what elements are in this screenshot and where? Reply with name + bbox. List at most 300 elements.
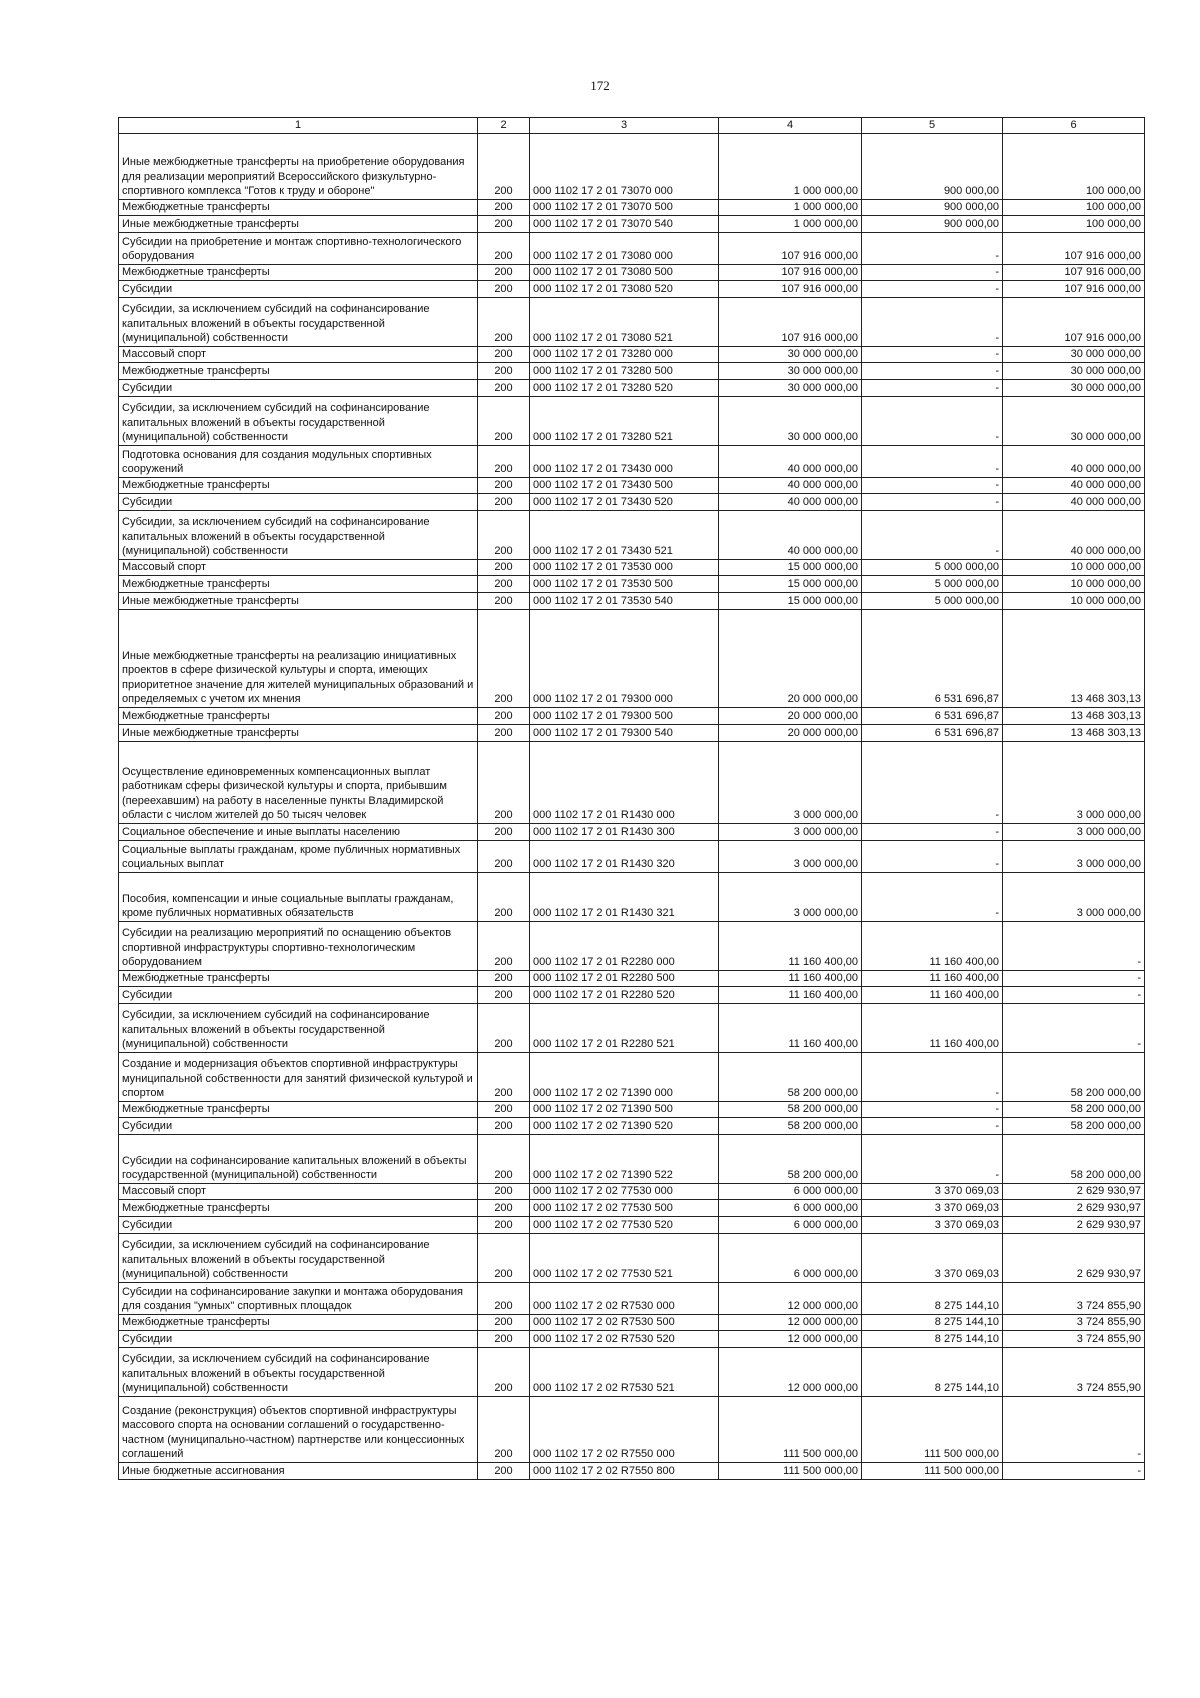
executed-amount-cell: 11 160 400,00 <box>862 922 1003 971</box>
executed-amount-cell: 6 531 696,87 <box>862 610 1003 708</box>
row-name-cell: Субсидии <box>119 1118 478 1135</box>
approved-amount-cell: 12 000 000,00 <box>719 1348 862 1397</box>
approved-amount-cell: 11 160 400,00 <box>719 1004 862 1053</box>
row-name-cell: Межбюджетные трансферты <box>119 971 478 987</box>
remaining-amount-cell: 3 000 000,00 <box>1003 873 1145 922</box>
table-row <box>119 298 1145 347</box>
remaining-amount-cell: 10 000 000,00 <box>1003 593 1145 610</box>
executed-amount-cell: - <box>862 1053 1003 1102</box>
row-name-cell: Субсидии <box>119 1217 478 1234</box>
budget-code-cell: 000 1102 17 2 01 73430 520 <box>530 494 719 511</box>
table-row <box>119 708 1145 725</box>
approved-amount-cell: 6 000 000,00 <box>719 1200 862 1217</box>
remaining-amount-cell: 40 000 000,00 <box>1003 478 1145 494</box>
table-row <box>119 560 1145 576</box>
remaining-amount-cell: 2 629 930,97 <box>1003 1200 1145 1217</box>
row-name-cell: Межбюджетные трансферты <box>119 200 478 216</box>
table-row <box>119 1348 1145 1397</box>
budget-code-cell: 000 1102 17 2 01 R2280 000 <box>530 922 719 971</box>
row-name-cell: Субсидии на приобретение и монтаж спортивно-технологического оборудования <box>119 233 478 265</box>
row-name-cell: Иные межбюджетные трансферты на приобретение оборудования для реализации мероприятий Всероссийского физкультурно-спортивного комплекса "Готов к труду и обороне" <box>119 134 478 200</box>
approved-amount-cell: 30 000 000,00 <box>719 380 862 397</box>
executed-amount-cell: - <box>862 1102 1003 1118</box>
table-row <box>119 593 1145 610</box>
admin-code-cell: 200 <box>478 1184 530 1200</box>
remaining-amount-cell: 30 000 000,00 <box>1003 380 1145 397</box>
approved-amount-cell: 1 000 000,00 <box>719 216 862 233</box>
column-header: 4 <box>719 118 862 134</box>
approved-amount-cell: 6 000 000,00 <box>719 1217 862 1234</box>
executed-amount-cell: 8 275 144,10 <box>862 1331 1003 1348</box>
budget-code-cell: 000 1102 17 2 02 77530 521 <box>530 1234 719 1283</box>
remaining-amount-cell: 13 468 303,13 <box>1003 708 1145 725</box>
budget-code-cell: 000 1102 17 2 02 R7530 521 <box>530 1348 719 1397</box>
budget-code-cell: 000 1102 17 2 01 73430 500 <box>530 478 719 494</box>
admin-code-cell: 200 <box>478 478 530 494</box>
row-name-cell: Иные межбюджетные трансферты на реализацию инициативных проектов в сфере физической культуры и спорта, имеющих приоритетное значение для жителей муниципальных образований и определяемых с учетом их мнения <box>119 610 478 708</box>
executed-amount-cell: - <box>862 363 1003 380</box>
row-name-cell: Массовый спорт <box>119 560 478 576</box>
executed-amount-cell: 11 160 400,00 <box>862 1004 1003 1053</box>
row-name-cell: Создание (реконструкция) объектов спортивной инфраструктуры массового спорта на основании соглашений о государственно-частном (муниципально-частном) партнерстве или концессионных соглашений <box>119 1397 478 1463</box>
executed-amount-cell: 3 370 069,03 <box>862 1184 1003 1200</box>
executed-amount-cell: 8 275 144,10 <box>862 1283 1003 1315</box>
admin-code-cell: 200 <box>478 233 530 265</box>
budget-code-cell: 000 1102 17 2 01 73530 500 <box>530 576 719 593</box>
remaining-amount-cell: 40 000 000,00 <box>1003 494 1145 511</box>
admin-code-cell: 200 <box>478 873 530 922</box>
budget-code-cell: 000 1102 17 2 02 R7530 500 <box>530 1315 719 1331</box>
executed-amount-cell: - <box>862 233 1003 265</box>
approved-amount-cell: 107 916 000,00 <box>719 281 862 298</box>
table-row <box>119 1053 1145 1102</box>
row-name-cell: Иные бюджетные ассигнования <box>119 1463 478 1480</box>
executed-amount-cell: 6 531 696,87 <box>862 725 1003 742</box>
remaining-amount-cell: 58 200 000,00 <box>1003 1135 1145 1184</box>
budget-code-cell: 000 1102 17 2 01 79300 500 <box>530 708 719 725</box>
budget-code-cell: 000 1102 17 2 02 71390 500 <box>530 1102 719 1118</box>
remaining-amount-cell: 3 000 000,00 <box>1003 824 1145 841</box>
row-name-cell: Субсидии, за исключением субсидий на софинансирование капитальных вложений в объекты государственной (муниципальной) собственности <box>119 1234 478 1283</box>
executed-amount-cell: 5 000 000,00 <box>862 560 1003 576</box>
approved-amount-cell: 30 000 000,00 <box>719 397 862 446</box>
table-row <box>119 494 1145 511</box>
approved-amount-cell: 6 000 000,00 <box>719 1184 862 1200</box>
row-name-cell: Субсидии <box>119 987 478 1004</box>
budget-code-cell: 000 1102 17 2 02 R7550 000 <box>530 1397 719 1463</box>
row-name-cell: Пособия, компенсации и иные социальные выплаты гражданам, кроме публичных нормативных обязательств <box>119 873 478 922</box>
admin-code-cell: 200 <box>478 1397 530 1463</box>
table-row <box>119 363 1145 380</box>
approved-amount-cell: 58 200 000,00 <box>719 1118 862 1135</box>
approved-amount-cell: 107 916 000,00 <box>719 298 862 347</box>
executed-amount-cell: - <box>862 1135 1003 1184</box>
row-name-cell: Субсидии <box>119 281 478 298</box>
approved-amount-cell: 30 000 000,00 <box>719 363 862 380</box>
approved-amount-cell: 3 000 000,00 <box>719 873 862 922</box>
table-row <box>119 478 1145 494</box>
executed-amount-cell: 111 500 000,00 <box>862 1397 1003 1463</box>
table-row <box>119 216 1145 233</box>
admin-code-cell: 200 <box>478 380 530 397</box>
approved-amount-cell: 12 000 000,00 <box>719 1315 862 1331</box>
approved-amount-cell: 12 000 000,00 <box>719 1331 862 1348</box>
approved-amount-cell: 40 000 000,00 <box>719 511 862 560</box>
row-name-cell: Создание и модернизация объектов спортивной инфраструктуры муниципальной собственности для занятий физической культурой и спортом <box>119 1053 478 1102</box>
table-row <box>119 1463 1145 1480</box>
budget-code-cell: 000 1102 17 2 01 73430 521 <box>530 511 719 560</box>
remaining-amount-cell: 13 468 303,13 <box>1003 610 1145 708</box>
executed-amount-cell: - <box>862 347 1003 363</box>
table-row <box>119 1283 1145 1315</box>
row-name-cell: Субсидии, за исключением субсидий на софинансирование капитальных вложений в объекты государственной (муниципальной) собственности <box>119 1004 478 1053</box>
admin-code-cell: 200 <box>478 511 530 560</box>
remaining-amount-cell: 107 916 000,00 <box>1003 265 1145 281</box>
budget-code-cell: 000 1102 17 2 02 71390 522 <box>530 1135 719 1184</box>
admin-code-cell: 200 <box>478 1331 530 1348</box>
budget-code-cell: 000 1102 17 2 02 71390 520 <box>530 1118 719 1135</box>
admin-code-cell: 200 <box>478 1463 530 1480</box>
table-row <box>119 281 1145 298</box>
table-row <box>119 233 1145 265</box>
table-row <box>119 1004 1145 1053</box>
remaining-amount-cell: 58 200 000,00 <box>1003 1102 1145 1118</box>
executed-amount-cell: - <box>862 742 1003 824</box>
remaining-amount-cell: - <box>1003 922 1145 971</box>
admin-code-cell: 200 <box>478 742 530 824</box>
budget-code-cell: 000 1102 17 2 01 73280 500 <box>530 363 719 380</box>
column-header: 3 <box>530 118 719 134</box>
admin-code-cell: 200 <box>478 347 530 363</box>
table-row <box>119 1200 1145 1217</box>
executed-amount-cell: 3 370 069,03 <box>862 1200 1003 1217</box>
admin-code-cell: 200 <box>478 824 530 841</box>
table-row <box>119 725 1145 742</box>
remaining-amount-cell: - <box>1003 1397 1145 1463</box>
table-row <box>119 1217 1145 1234</box>
table-row <box>119 1102 1145 1118</box>
table-row <box>119 1331 1145 1348</box>
remaining-amount-cell: 40 000 000,00 <box>1003 446 1145 478</box>
remaining-amount-cell: 2 629 930,97 <box>1003 1217 1145 1234</box>
table-row <box>119 511 1145 560</box>
table-row <box>119 1397 1145 1463</box>
budget-code-cell: 000 1102 17 2 02 R7530 520 <box>530 1331 719 1348</box>
remaining-amount-cell: 100 000,00 <box>1003 134 1145 200</box>
row-name-cell: Субсидии на софинансирование закупки и монтажа оборудования для создания "умных" спортивных площадок <box>119 1283 478 1315</box>
row-name-cell: Субсидии <box>119 1331 478 1348</box>
budget-code-cell: 000 1102 17 2 01 73430 000 <box>530 446 719 478</box>
budget-code-cell: 000 1102 17 2 01 R2280 520 <box>530 987 719 1004</box>
budget-code-cell: 000 1102 17 2 02 R7550 800 <box>530 1463 719 1480</box>
admin-code-cell: 200 <box>478 265 530 281</box>
executed-amount-cell: - <box>862 298 1003 347</box>
approved-amount-cell: 40 000 000,00 <box>719 478 862 494</box>
table-row <box>119 446 1145 478</box>
remaining-amount-cell: 2 629 930,97 <box>1003 1184 1145 1200</box>
executed-amount-cell: - <box>862 446 1003 478</box>
table-row <box>119 610 1145 708</box>
budget-code-cell: 000 1102 17 2 01 73070 500 <box>530 200 719 216</box>
admin-code-cell: 200 <box>478 593 530 610</box>
executed-amount-cell: 11 160 400,00 <box>862 971 1003 987</box>
admin-code-cell: 200 <box>478 298 530 347</box>
admin-code-cell: 200 <box>478 1004 530 1053</box>
budget-code-cell: 000 1102 17 2 01 R2280 500 <box>530 971 719 987</box>
row-name-cell: Субсидии на реализацию мероприятий по оснащению объектов спортивной инфраструктуры спортивно-технологическим оборудованием <box>119 922 478 971</box>
approved-amount-cell: 20 000 000,00 <box>719 610 862 708</box>
approved-amount-cell: 111 500 000,00 <box>719 1397 862 1463</box>
remaining-amount-cell: 107 916 000,00 <box>1003 298 1145 347</box>
admin-code-cell: 200 <box>478 1135 530 1184</box>
executed-amount-cell: 8 275 144,10 <box>862 1315 1003 1331</box>
table-row <box>119 1315 1145 1331</box>
budget-code-cell: 000 1102 17 2 02 77530 000 <box>530 1184 719 1200</box>
budget-code-cell: 000 1102 17 2 01 R1430 320 <box>530 841 719 873</box>
budget-code-cell: 000 1102 17 2 01 73530 540 <box>530 593 719 610</box>
budget-code-cell: 000 1102 17 2 01 73280 520 <box>530 380 719 397</box>
budget-code-cell: 000 1102 17 2 01 73280 521 <box>530 397 719 446</box>
remaining-amount-cell: - <box>1003 1004 1145 1053</box>
remaining-amount-cell: 13 468 303,13 <box>1003 725 1145 742</box>
budget-code-cell: 000 1102 17 2 01 R1430 321 <box>530 873 719 922</box>
executed-amount-cell: 900 000,00 <box>862 200 1003 216</box>
admin-code-cell: 200 <box>478 1118 530 1135</box>
budget-code-cell: 000 1102 17 2 01 79300 540 <box>530 725 719 742</box>
executed-amount-cell: - <box>862 478 1003 494</box>
remaining-amount-cell: 3 724 855,90 <box>1003 1348 1145 1397</box>
row-name-cell: Массовый спорт <box>119 347 478 363</box>
admin-code-cell: 200 <box>478 1348 530 1397</box>
remaining-amount-cell: 58 200 000,00 <box>1003 1053 1145 1102</box>
row-name-cell: Подготовка основания для создания модульных спортивных сооружений <box>119 446 478 478</box>
remaining-amount-cell: 100 000,00 <box>1003 216 1145 233</box>
admin-code-cell: 200 <box>478 397 530 446</box>
remaining-amount-cell: 40 000 000,00 <box>1003 511 1145 560</box>
budget-code-cell: 000 1102 17 2 01 R2280 521 <box>530 1004 719 1053</box>
budget-code-cell: 000 1102 17 2 01 73070 540 <box>530 216 719 233</box>
budget-code-cell: 000 1102 17 2 01 79300 000 <box>530 610 719 708</box>
executed-amount-cell: 8 275 144,10 <box>862 1348 1003 1397</box>
executed-amount-cell: - <box>862 265 1003 281</box>
executed-amount-cell: 111 500 000,00 <box>862 1463 1003 1480</box>
approved-amount-cell: 11 160 400,00 <box>719 922 862 971</box>
table-row <box>119 1234 1145 1283</box>
executed-amount-cell: 5 000 000,00 <box>862 576 1003 593</box>
admin-code-cell: 200 <box>478 610 530 708</box>
budget-code-cell: 000 1102 17 2 01 73530 000 <box>530 560 719 576</box>
approved-amount-cell: 20 000 000,00 <box>719 725 862 742</box>
budget-code-cell: 000 1102 17 2 01 73080 521 <box>530 298 719 347</box>
remaining-amount-cell: 30 000 000,00 <box>1003 347 1145 363</box>
remaining-amount-cell: - <box>1003 1463 1145 1480</box>
admin-code-cell: 200 <box>478 987 530 1004</box>
admin-code-cell: 200 <box>478 363 530 380</box>
budget-code-cell: 000 1102 17 2 02 71390 000 <box>530 1053 719 1102</box>
row-name-cell: Субсидии, за исключением субсидий на софинансирование капитальных вложений в объекты государственной (муниципальной) собственности <box>119 511 478 560</box>
table-row <box>119 397 1145 446</box>
approved-amount-cell: 11 160 400,00 <box>719 971 862 987</box>
approved-amount-cell: 111 500 000,00 <box>719 1463 862 1480</box>
approved-amount-cell: 40 000 000,00 <box>719 494 862 511</box>
remaining-amount-cell: 30 000 000,00 <box>1003 363 1145 380</box>
admin-code-cell: 200 <box>478 576 530 593</box>
approved-amount-cell: 15 000 000,00 <box>719 576 862 593</box>
remaining-amount-cell: 107 916 000,00 <box>1003 281 1145 298</box>
row-name-cell: Субсидии <box>119 380 478 397</box>
budget-code-cell: 000 1102 17 2 02 R7530 000 <box>530 1283 719 1315</box>
remaining-amount-cell: 3 000 000,00 <box>1003 841 1145 873</box>
remaining-amount-cell: 100 000,00 <box>1003 200 1145 216</box>
row-name-cell: Межбюджетные трансферты <box>119 1315 478 1331</box>
row-name-cell: Социальное обеспечение и иные выплаты населению <box>119 824 478 841</box>
row-name-cell: Субсидии на софинансирование капитальных вложений в объекты государственной (муниципальной) собственности <box>119 1135 478 1184</box>
remaining-amount-cell: 30 000 000,00 <box>1003 397 1145 446</box>
budget-code-cell: 000 1102 17 2 01 R1430 300 <box>530 824 719 841</box>
row-name-cell: Межбюджетные трансферты <box>119 1200 478 1217</box>
executed-amount-cell: - <box>862 380 1003 397</box>
admin-code-cell: 200 <box>478 281 530 298</box>
row-name-cell: Иные межбюджетные трансферты <box>119 593 478 610</box>
admin-code-cell: 200 <box>478 708 530 725</box>
remaining-amount-cell: 3 000 000,00 <box>1003 742 1145 824</box>
row-name-cell: Осуществление единовременных компенсационных выплат работникам сферы физической культуры и спорта, прибывшим (переехавшим) на работу в населенные пункты Владимирской области с числом жителей до 50 тысяч человек <box>119 742 478 824</box>
table-row <box>119 922 1145 971</box>
table-row <box>119 987 1145 1004</box>
approved-amount-cell: 12 000 000,00 <box>719 1283 862 1315</box>
column-header: 5 <box>862 118 1003 134</box>
header-row <box>119 118 1145 134</box>
approved-amount-cell: 3 000 000,00 <box>719 742 862 824</box>
admin-code-cell: 200 <box>478 200 530 216</box>
executed-amount-cell: - <box>862 511 1003 560</box>
remaining-amount-cell: 10 000 000,00 <box>1003 576 1145 593</box>
budget-code-cell: 000 1102 17 2 02 77530 500 <box>530 1200 719 1217</box>
admin-code-cell: 200 <box>478 560 530 576</box>
remaining-amount-cell: 3 724 855,90 <box>1003 1283 1145 1315</box>
table-row <box>119 742 1145 824</box>
remaining-amount-cell: 3 724 855,90 <box>1003 1331 1145 1348</box>
row-name-cell: Межбюджетные трансферты <box>119 478 478 494</box>
remaining-amount-cell: 10 000 000,00 <box>1003 560 1145 576</box>
row-name-cell: Межбюджетные трансферты <box>119 708 478 725</box>
executed-amount-cell: - <box>862 281 1003 298</box>
admin-code-cell: 200 <box>478 1217 530 1234</box>
admin-code-cell: 200 <box>478 134 530 200</box>
approved-amount-cell: 107 916 000,00 <box>719 233 862 265</box>
table-row <box>119 1135 1145 1184</box>
remaining-amount-cell: - <box>1003 987 1145 1004</box>
approved-amount-cell: 40 000 000,00 <box>719 446 862 478</box>
table-row <box>119 873 1145 922</box>
executed-amount-cell: 3 370 069,03 <box>862 1234 1003 1283</box>
admin-code-cell: 200 <box>478 1200 530 1217</box>
row-name-cell: Иные межбюджетные трансферты <box>119 725 478 742</box>
executed-amount-cell: - <box>862 873 1003 922</box>
admin-code-cell: 200 <box>478 1283 530 1315</box>
approved-amount-cell: 15 000 000,00 <box>719 593 862 610</box>
approved-amount-cell: 1 000 000,00 <box>719 200 862 216</box>
approved-amount-cell: 107 916 000,00 <box>719 265 862 281</box>
executed-amount-cell: - <box>862 494 1003 511</box>
executed-amount-cell: 11 160 400,00 <box>862 987 1003 1004</box>
budget-code-cell: 000 1102 17 2 01 73070 000 <box>530 134 719 200</box>
column-header: 2 <box>478 118 530 134</box>
executed-amount-cell: 900 000,00 <box>862 134 1003 200</box>
approved-amount-cell: 3 000 000,00 <box>719 824 862 841</box>
table-row <box>119 576 1145 593</box>
row-name-cell: Субсидии <box>119 494 478 511</box>
budget-code-cell: 000 1102 17 2 01 73080 520 <box>530 281 719 298</box>
remaining-amount-cell: 2 629 930,97 <box>1003 1234 1145 1283</box>
admin-code-cell: 200 <box>478 1053 530 1102</box>
row-name-cell: Межбюджетные трансферты <box>119 363 478 380</box>
table-row <box>119 347 1145 363</box>
table-row <box>119 841 1145 873</box>
approved-amount-cell: 20 000 000,00 <box>719 708 862 725</box>
remaining-amount-cell: 3 724 855,90 <box>1003 1315 1145 1331</box>
budget-code-cell: 000 1102 17 2 02 77530 520 <box>530 1217 719 1234</box>
row-name-cell: Субсидии, за исключением субсидий на софинансирование капитальных вложений в объекты государственной (муниципальной) собственности <box>119 397 478 446</box>
admin-code-cell: 200 <box>478 494 530 511</box>
approved-amount-cell: 58 200 000,00 <box>719 1135 862 1184</box>
executed-amount-cell: - <box>862 1118 1003 1135</box>
approved-amount-cell: 58 200 000,00 <box>719 1102 862 1118</box>
executed-amount-cell: - <box>862 841 1003 873</box>
admin-code-cell: 200 <box>478 725 530 742</box>
admin-code-cell: 200 <box>478 216 530 233</box>
admin-code-cell: 200 <box>478 1102 530 1118</box>
executed-amount-cell: 6 531 696,87 <box>862 708 1003 725</box>
approved-amount-cell: 58 200 000,00 <box>719 1053 862 1102</box>
approved-amount-cell: 1 000 000,00 <box>719 134 862 200</box>
table-row <box>119 1118 1145 1135</box>
table-row <box>119 134 1145 200</box>
row-name-cell: Массовый спорт <box>119 1184 478 1200</box>
column-header: 1 <box>119 118 478 134</box>
column-header: 6 <box>1003 118 1145 134</box>
table-row <box>119 200 1145 216</box>
budget-code-cell: 000 1102 17 2 01 73280 000 <box>530 347 719 363</box>
executed-amount-cell: 5 000 000,00 <box>862 593 1003 610</box>
table-row <box>119 265 1145 281</box>
row-name-cell: Социальные выплаты гражданам, кроме публичных нормативных социальных выплат <box>119 841 478 873</box>
row-name-cell: Межбюджетные трансферты <box>119 265 478 281</box>
remaining-amount-cell: 107 916 000,00 <box>1003 233 1145 265</box>
approved-amount-cell: 6 000 000,00 <box>719 1234 862 1283</box>
remaining-amount-cell: 58 200 000,00 <box>1003 1118 1145 1135</box>
table-row <box>119 1184 1145 1200</box>
executed-amount-cell: 3 370 069,03 <box>862 1217 1003 1234</box>
table-row <box>119 824 1145 841</box>
row-name-cell: Межбюджетные трансферты <box>119 576 478 593</box>
executed-amount-cell: - <box>862 397 1003 446</box>
admin-code-cell: 200 <box>478 922 530 971</box>
table-row <box>119 971 1145 987</box>
remaining-amount-cell: - <box>1003 971 1145 987</box>
row-name-cell: Субсидии, за исключением субсидий на софинансирование капитальных вложений в объекты государственной (муниципальной) собственности <box>119 1348 478 1397</box>
approved-amount-cell: 3 000 000,00 <box>719 841 862 873</box>
admin-code-cell: 200 <box>478 971 530 987</box>
table-row <box>119 380 1145 397</box>
row-name-cell: Межбюджетные трансферты <box>119 1102 478 1118</box>
budget-code-cell: 000 1102 17 2 01 R1430 000 <box>530 742 719 824</box>
page-number: 172 <box>590 78 610 93</box>
table-body <box>119 134 1145 1480</box>
budget-code-cell: 000 1102 17 2 01 73080 000 <box>530 233 719 265</box>
admin-code-cell: 200 <box>478 841 530 873</box>
budget-code-cell: 000 1102 17 2 01 73080 500 <box>530 265 719 281</box>
